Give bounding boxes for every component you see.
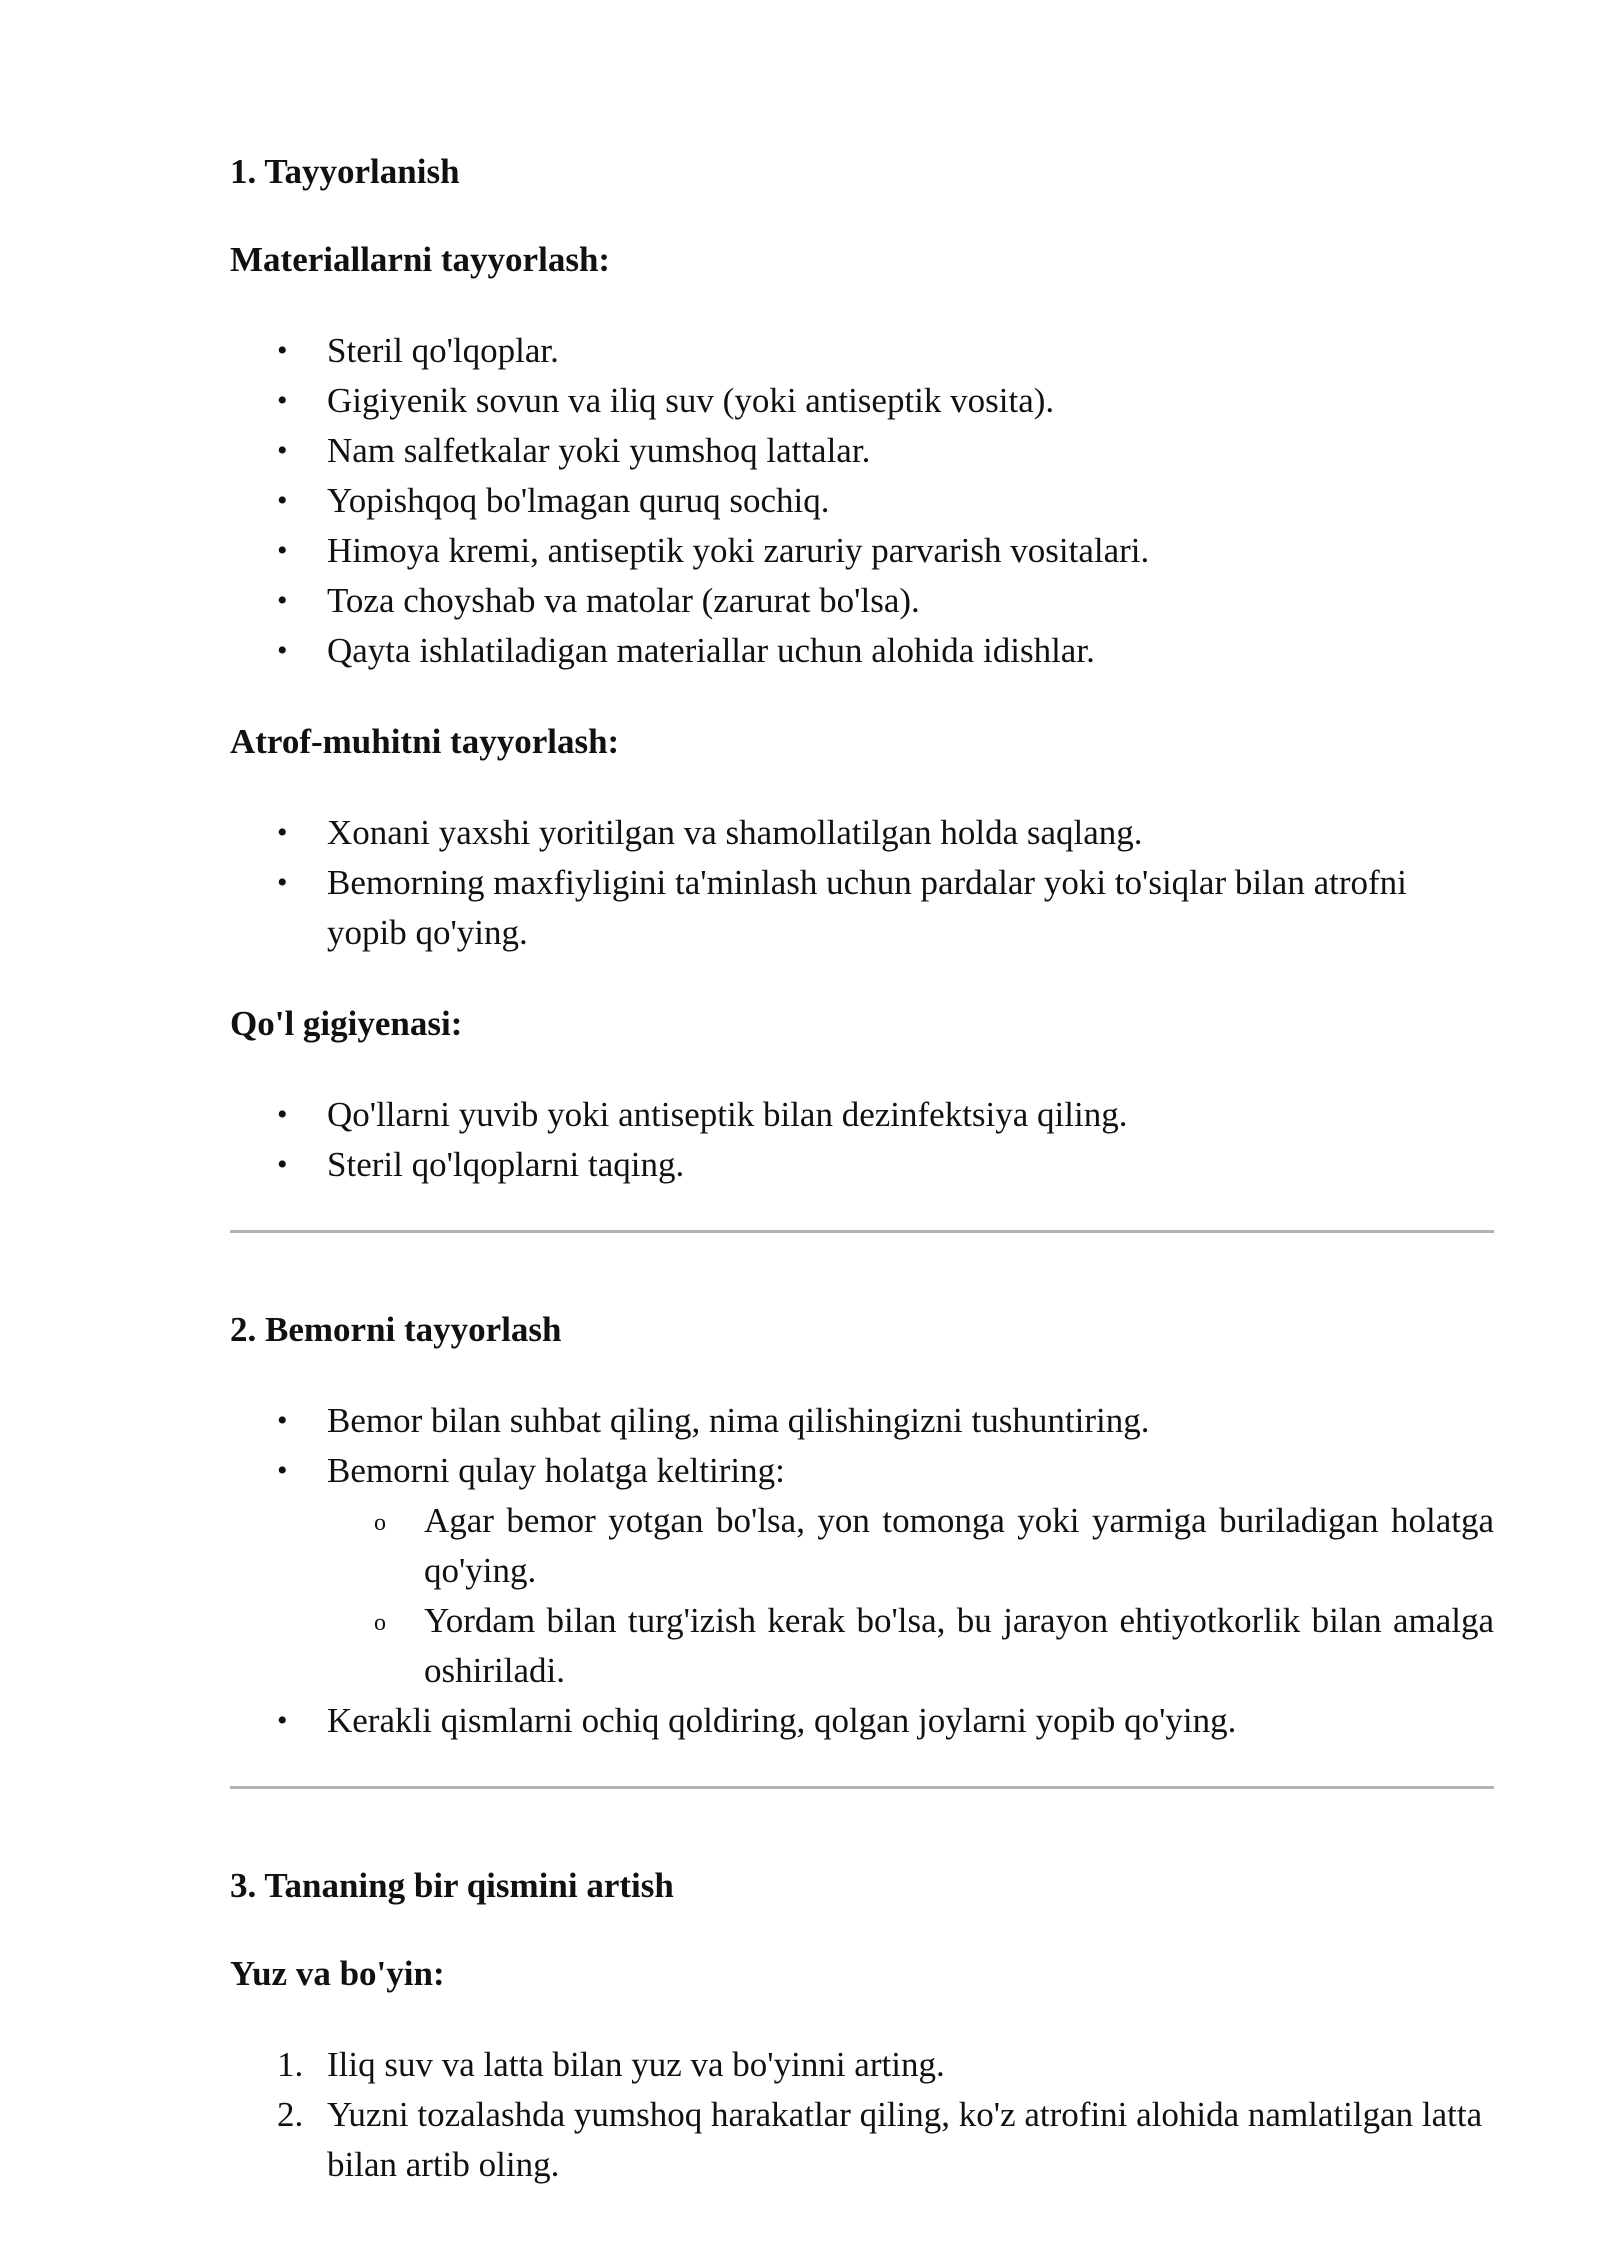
section-divider	[230, 1786, 1494, 1789]
list-item: • Toza choyshab va matolar (zarurat bo'lsa).	[327, 576, 1494, 626]
list-item: • Bemor bilan suhbat qiling, nima qilishingizni tushuntiring.	[327, 1396, 1494, 1446]
list-item-text: Bemorni qulay holatga keltiring:	[327, 1451, 785, 1490]
list-item: • Gigiyenik sovun va iliq suv (yoki antiseptik vosita).	[327, 376, 1494, 426]
item-text: Yuzni tozalashda yumshoq harakatlar qiling, ko'z atrofini alohida namlatilgan latta bilan artib oling.	[327, 2095, 1483, 2184]
list-item: • Kerakli qismlarni ochiq qoldiring, qolgan joylarni yopib qo'ying.	[327, 1696, 1494, 1746]
sub-bullet-list	[327, 1496, 1494, 1696]
list-item: • Bemorning maxfiyligini ta'minlash uchun pardalar yoki to'siqlar bilan atrofni yopib qo'ying.	[327, 858, 1494, 958]
bullet-list	[230, 326, 1494, 676]
list-item	[327, 1446, 1494, 1696]
list-item: • Nam salfetkalar yoki yumshoq lattalar.	[327, 426, 1494, 476]
subsection-heading: Materiallarni tayyorlash:	[230, 240, 611, 279]
bullet-list	[230, 1090, 1494, 1190]
sub-list-item: o Yordam bilan turg'izish kerak bo'lsa, bu jarayon ehtiyotkorlik bilan amalga oshiriladi.	[424, 1596, 1494, 1696]
list-item: • Yopishqoq bo'lmagan quruq sochiq.	[327, 476, 1494, 526]
item-number: 2.	[277, 2095, 304, 2134]
item-number: 1.	[277, 2045, 304, 2084]
subsection-heading: Qo'l gigiyenasi:	[230, 1004, 463, 1043]
list-item: • Steril qo'lqoplarni taqing.	[327, 1140, 1494, 1190]
list-item: • Himoya kremi, antiseptik yoki zaruriy parvarish vositalari.	[327, 526, 1494, 576]
subsection-heading: Yuz va bo'yin:	[230, 1954, 445, 1993]
sub-list-item: o Agar bemor yotgan bo'lsa, yon tomonga yoki yarmiga buriladigan holatga qo'ying.	[424, 1496, 1494, 1596]
section-divider	[230, 1230, 1494, 1233]
section-title: 3. Tananing bir qismini artish	[230, 1866, 674, 1905]
document-page	[230, 150, 1494, 2190]
section-title: 2. Bemorni tayyorlash	[230, 1310, 562, 1349]
list-item: • Qayta ishlatiladigan materiallar uchun alohida idishlar.	[327, 626, 1494, 676]
list-item: • Xonani yaxshi yoritilgan va shamollatilgan holda saqlang.	[327, 808, 1494, 858]
bullet-list	[230, 808, 1494, 958]
section-title: 1. Tayyorlanish	[230, 152, 460, 191]
numbered-item	[277, 2090, 1494, 2190]
item-text: Iliq suv va latta bilan yuz va bo'yinni arting.	[327, 2045, 945, 2084]
list-item: • Qo'llarni yuvib yoki antiseptik bilan dezinfektsiya qiling.	[327, 1090, 1494, 1140]
numbered-list	[230, 2040, 1494, 2190]
subsection-heading: Atrof-muhitni tayyorlash:	[230, 722, 620, 761]
numbered-item	[277, 2040, 1494, 2090]
bullet-list	[230, 1396, 1494, 1746]
list-item: • Steril qo'lqoplar.	[327, 326, 1494, 376]
